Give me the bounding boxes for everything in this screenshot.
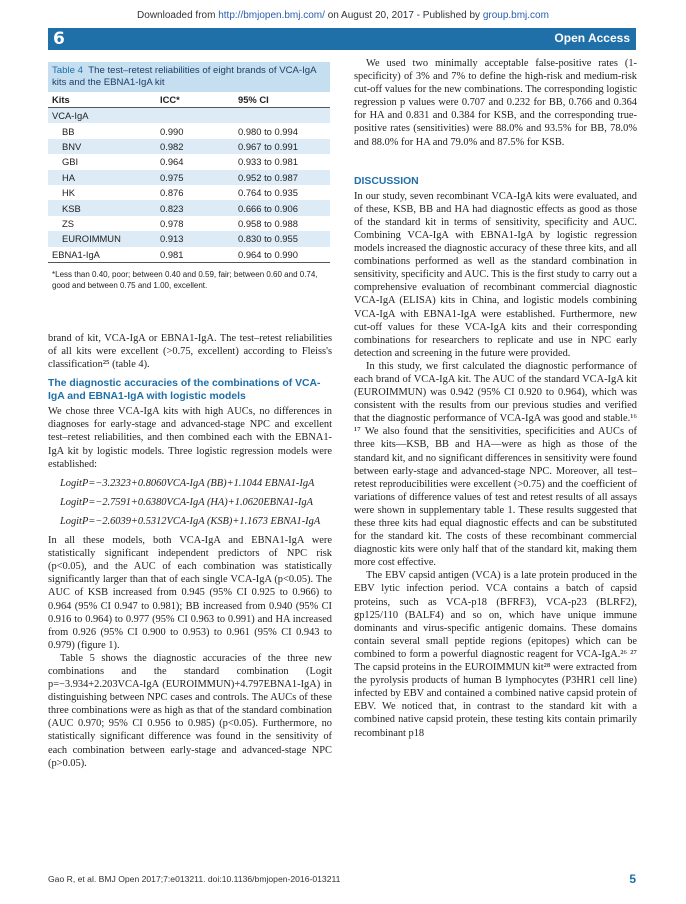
ci-value: 0.980 to 0.994 [238, 125, 298, 137]
ci-value: 0.764 to 0.935 [238, 187, 298, 199]
kit-name: EUROIMMUN [48, 231, 156, 246]
kit-name: GBI [62, 156, 79, 168]
table-caption [48, 62, 330, 92]
section-heading: The diagnostic accuracies of the combinations of VCA-IgA and EBNA1-IgA with logistic models [48, 378, 321, 403]
right-column [354, 57, 637, 740]
table-footnote: *Less than 0.40, poor; between 0.40 and 0.59, fair; between 0.60 and 0.74, good and between 0.75 and 1.00, excellent. [48, 262, 330, 291]
page-number: 5 [629, 872, 636, 886]
table-caption-text: The test–retest reliabilities of eight brands of VCA-IgA kits and the EBNA1-IgA kit [52, 65, 316, 88]
paragraph: Table 5 shows the diagnostic accuracies of the three new combinations and the standard combination (Logit p=−3.934+2.203VCA-IgA (EUROIMMUN)+4.797EBNA1-IgA) in distinguishing between NPC cases and controls. The AUCs of these three combinations were as high as that of the standard combination (AUC 0.970; 95% CI 0.956 to 0.985) (p<0.05). Furthermore, no statistically significant difference was found in the sensitivity of each combination between early-stage and advanced-stage NPC (p>0.05). [48, 652, 332, 769]
equation: LogitP=−2.6039+0.5312VCA-IgA (KSB)+1.1673 EBNA1-IgA [60, 515, 321, 527]
paragraph: In all these models, both VCA-IgA and EBNA1-IgA were statistically significant independent predictors of NPC risk (p<0.05), and the AUC of each combination was statistically significantly larger than that of each single VCA-IgA (p<0.05). The AUC of KSB increased from 0.945 (95% CI 0.925 to 0.966) to 0.964 (95% CI 0.947 to 0.981); BB increased from 0.940 (95% CI 0.916 to 0.964) to 0.977 (95% CI 0.963 to 0.991) and HA increased from 0.926 (95% CI 0.900 to 0.953) to 0.961 (95% CI 0.943 to 0.979) (figure 1). [48, 535, 332, 651]
table-row [48, 123, 330, 138]
ci-value: 0.967 to 0.991 [234, 139, 330, 154]
paragraph: brand of kit, VCA-IgA or EBNA1-IgA. The test–retest reliabilities of all kits were excellent (>0.75, excellent) according to Fleiss's classification²⁵ (table 4). [48, 333, 332, 371]
table-header-row [48, 92, 330, 108]
download-notice [0, 10, 686, 21]
ci-value: 0.964 to 0.990 [238, 248, 298, 260]
table-row [48, 139, 330, 154]
paragraph: We chose three VCA-IgA kits with high AUCs, no differences in diagnoses for early-stage and advanced-stage NPC and excellent test–retest reliabilities, and then combined each with the EBNA1-IgA kit by logistic models. Three logistic regression models were established: [48, 406, 332, 470]
kit-name: KSB [48, 200, 156, 215]
page-footer [48, 874, 636, 884]
kit-name: HK [62, 187, 76, 199]
table-4 [48, 62, 330, 291]
icc-value: 0.964 [160, 156, 184, 168]
table-row [48, 216, 330, 231]
icc-value: 0.823 [156, 200, 234, 215]
notice-middle: on August 20, 2017 - Published by [324, 10, 483, 21]
publisher-link[interactable]: group.bmj.com [482, 10, 549, 21]
icc-value: 0.975 [156, 170, 234, 185]
paragraph: We used two minimally acceptable false-positive rates (1-specificity) of 3% and 7% to define the high-risk and medium-risk cut-off values for the new combinations. The corresponding logistic regression p values were 0.707 and 0.232 for BB, 0.766 and 0.364 for HA and 0.831 and 0.384 for KSB, and the corresponding true-positive rates (sensitivities) were 88.0% and 93.5% for BB, 78.0% and 88.0% for HA and 79.0% and 87.5% for KSB. [354, 58, 637, 148]
reliability-table [48, 92, 330, 262]
kit-name: EBNA1-IgA [52, 248, 100, 260]
table-caption-label: Table 4 [52, 65, 83, 76]
icc-value: 0.876 [160, 187, 184, 199]
table-row [48, 200, 330, 215]
col-header-ci: 95% CI [234, 92, 330, 108]
paragraph: The EBV capsid antigen (VCA) is a late protein produced in the EBV lytic infection period. VCA contains a batch of capsid proteins, such as VCA-p18 (BFRF3), VCA-p23 (BLRF2), gp125/110 (BALF4) and so on, which have unique immune dominants and virus-specific antigenic domains. These domains contain several small peptide regions (epitopes) which can be combined to form a powerful diagnostic reagent for VCA-IgA.²⁶ ²⁷ The capsid proteins in the EUROIMMUN kit²⁸ were extracted from the pyrolysis products of human B lymphocytes (P3HR1 cell line) infected by EBV and contained a combined native capsid protein of EBV. We noticed that, in contrast to the standard kit with a combined native capsid protein, these testing kits contain primarily recombinant p18 [354, 570, 637, 739]
citation-text: Gao R, et al. BMJ Open 2017;7:e013211. doi:10.1136/bmjopen-2016-013211 [48, 874, 341, 884]
col-header-kits: Kits [48, 92, 156, 108]
icc-value: 0.978 [160, 217, 184, 229]
left-column [48, 332, 332, 770]
icc-value: 0.982 [156, 139, 234, 154]
section-heading: DISCUSSION [354, 175, 419, 187]
table-row [48, 185, 330, 200]
table-row [48, 154, 330, 169]
table-row [48, 231, 330, 246]
journal-url-link[interactable]: http://bmjopen.bmj.com/ [218, 10, 325, 21]
group-label: VCA-IgA [48, 108, 330, 124]
equation: LogitP=−3.2323+0.8060VCA-IgA (BB)+1.1044 EBNA1-IgA [60, 477, 315, 489]
ci-value: 0.952 to 0.987 [234, 170, 330, 185]
kit-name: BB [62, 125, 75, 137]
kit-name: BNV [48, 139, 156, 154]
table-group-row [48, 108, 330, 124]
ci-value: 0.830 to 0.955 [234, 231, 330, 246]
paragraph: In this study, we first calculated the diagnostic performance of each brand of VCA-IgA kit. The AUC of the standard VCA-IgA kit (EUROIMMUN) was 0.942 (95% CI 0.920 to 0.964), which was consistent with the results from our previous studies and verified that the diagnostic performance of VCA-IgA was good and stable.¹⁶ ¹⁷ We also found that the sensitivities, specificities and AUCs of three kits—KSB, BB and HA—were as high as those of the standard kit, and no significant differences in sensitivity were found between early-stage and advanced-stage NPC. Moreover, all test–retest reproducibilities were excellent (>0.75) and the coefficient of variations of difference values of test and retest results of all assays were shown in supplementary table 1. These results suggested that these three kits had equal diagnostic effects and can be substituted for the standard kit. The costs of these recombinant commercial diagnostic kits were only half that of the standard kit, making them more cost effective. [354, 360, 637, 569]
kit-name: HA [48, 170, 156, 185]
paragraph: In our study, seven recombinant VCA-IgA kits were evaluated, and of these, KSB, BB and HA had diagnostic effects as good as those of the standard kit in terms of sensitivity, specificity and AUC. Combining VCA-IgA with EBNA1-IgA by logistic regression models increased the diagnostic accuracy of these three kits, and all combinations performed as well as the standard combination in sensitivity, specificity and AUC. This is the first study to carry out a comprehensive evaluation of recombinant commercial diagnostic VCA-IgA (ELISA) kits in China, and logistic models combining VCA-IgA with EBNA1-IgA were established. Furthermore, new cut-off values for these VCA-IgA kits and their corresponding combinations for researchers to replicate and use in NPC early detection and screening in the future were provided. [354, 190, 637, 359]
open-access-logo-icon: 6 [53, 29, 65, 49]
equation: LogitP=−2.7591+0.6380VCA-IgA (HA)+1.0620EBNA1-IgA [60, 496, 313, 508]
table-row [48, 170, 330, 185]
icc-value: 0.990 [160, 125, 184, 137]
kit-name: ZS [62, 217, 74, 229]
col-header-icc: ICC* [156, 92, 234, 108]
ci-value: 0.666 to 0.906 [234, 200, 330, 215]
ci-value: 0.933 to 0.981 [238, 156, 298, 168]
notice-prefix: Downloaded from [137, 10, 219, 21]
journal-header-bar [48, 28, 636, 50]
icc-value: 0.913 [156, 231, 234, 246]
open-access-label: Open Access [554, 31, 630, 45]
icc-value: 0.981 [160, 248, 184, 260]
table-row [48, 247, 330, 262]
ci-value: 0.958 to 0.988 [238, 217, 298, 229]
